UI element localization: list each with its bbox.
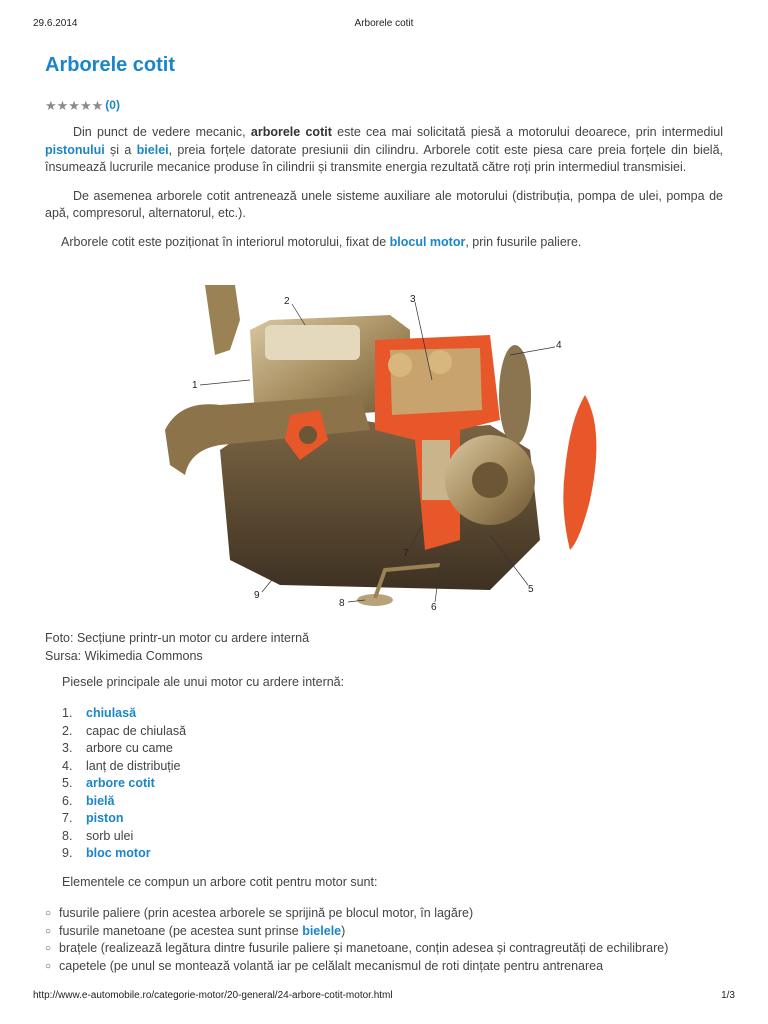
text-span: fusurile manetoane (pe acestea sunt prinse xyxy=(59,923,303,938)
list-item xyxy=(45,940,745,958)
text-span: este cea mai solicitată piesă a motorului deoarece, prin intermediul xyxy=(331,125,724,139)
page-header xyxy=(33,18,735,32)
list-number: 4. xyxy=(62,758,73,773)
figure-label: 2 xyxy=(284,296,290,307)
part-label: arbore cu came xyxy=(86,741,173,755)
rating-count-link[interactable]: (0) xyxy=(105,98,120,113)
list-item xyxy=(62,775,186,793)
figure-label: 5 xyxy=(528,584,534,595)
link-blocul-motor[interactable]: blocul motor xyxy=(389,234,466,249)
figure-label: 7 xyxy=(403,548,409,559)
list-number: 2. xyxy=(62,723,73,738)
paragraph-position xyxy=(45,234,723,252)
list-item xyxy=(62,793,186,811)
link-biela[interactable]: bielă xyxy=(86,793,115,808)
rating-stars-icon[interactable]: ★★★★★ xyxy=(45,98,104,114)
print-title: Arborele cotit xyxy=(354,18,414,29)
list-item xyxy=(62,705,186,723)
text-span: Arborele cotit este poziționat în interiorul motorului, fixat de xyxy=(61,234,390,249)
list-number: 5. xyxy=(62,776,73,790)
engine-section-image xyxy=(160,280,610,615)
list-number: 1. xyxy=(62,706,73,720)
text-span: , prin fusurile paliere. xyxy=(465,234,582,249)
list-item xyxy=(62,758,186,776)
parts-list xyxy=(62,705,186,863)
element-text: brațele (realizează legătura dintre fusurile paliere și manetoane, conțin adesea și contragreutăți de echilibrare) xyxy=(59,941,669,955)
link-chiulasa[interactable]: chiulasă xyxy=(86,706,137,720)
list-item xyxy=(62,740,186,758)
bullet-icon: ○ xyxy=(45,925,52,937)
list-item xyxy=(45,923,745,941)
link-pistonului[interactable]: pistonului xyxy=(45,142,105,157)
link-bielei[interactable]: bielei xyxy=(136,142,169,157)
list-item xyxy=(62,828,186,846)
figure-label: 6 xyxy=(431,602,437,613)
bullet-icon: ○ xyxy=(45,908,52,919)
text-span: ) xyxy=(341,923,346,938)
link-bielele[interactable]: bielele xyxy=(302,923,342,938)
figure-label: 4 xyxy=(556,340,562,351)
list-number: 7. xyxy=(62,811,73,825)
element-text xyxy=(59,923,345,941)
bullet-icon: ○ xyxy=(45,960,52,972)
list-number: 8. xyxy=(62,828,73,843)
page-number: 1/3 xyxy=(721,990,735,1001)
list-item xyxy=(62,845,186,863)
figure-label: 9 xyxy=(254,590,260,601)
elements-intro: Elementele ce compun un arbore cotit pentru motor sunt: xyxy=(62,875,378,889)
elements-list xyxy=(45,905,745,975)
list-item xyxy=(62,810,186,828)
list-item xyxy=(45,905,745,923)
print-date: 29.6.2014 xyxy=(33,18,78,29)
link-bloc-motor[interactable]: bloc motor xyxy=(86,846,151,860)
element-text: capetele (pe unul se montează volantă iar pe celălalt mecanismul de roti dințate pentru antrenarea xyxy=(59,958,604,973)
element-text: fusurile paliere (prin acestea arborele se sprijină pe blocul motor, în lagăre) xyxy=(59,906,474,920)
list-number: 9. xyxy=(62,846,73,860)
article xyxy=(45,52,723,251)
article-title[interactable]: Arborele cotit xyxy=(45,54,176,76)
paragraph-auxiliary: De asemenea arborele cotit antrenează unele sisteme auxiliare ale motorului (distribuția, pompa de ulei, pompa de apă, compresorul, alternatorul, etc.). xyxy=(45,188,723,220)
caption-photo: Foto: Secțiune printr-un motor cu ardere internă xyxy=(45,631,310,645)
figure-label: 3 xyxy=(410,294,416,305)
rating xyxy=(45,96,723,116)
page-footer xyxy=(33,990,735,1004)
part-label: sorb ulei xyxy=(86,828,134,843)
list-item xyxy=(45,958,745,976)
figure-label: 8 xyxy=(339,598,345,609)
list-number: 6. xyxy=(62,793,73,808)
part-label: lanț de distribuție xyxy=(86,758,181,773)
text-span: Din punct de vedere mecanic, xyxy=(73,125,251,139)
bullet-icon: ○ xyxy=(45,943,52,954)
part-label: capac de chiulasă xyxy=(86,723,187,738)
list-number: 3. xyxy=(62,741,73,755)
figure-caption xyxy=(45,629,309,665)
list-item xyxy=(62,723,186,741)
text-span: , preia forțele datorate presiunii din cilindru. Arborele cotit este piesa care preia forțele din bielă, însumează lucrurile mecanice produse în cilindrii și transmite energia rezultată către roți prin intermediul transmisiei. xyxy=(45,142,723,174)
link-piston[interactable]: piston xyxy=(86,811,124,825)
caption-source: Sursa: Wikimedia Commons xyxy=(45,649,203,663)
link-arbore-cotit[interactable]: arbore cotit xyxy=(86,776,155,790)
engine-illustration xyxy=(160,280,610,615)
source-url[interactable]: http://www.e-automobile.ro/categorie-motor/20-general/24-arbore-cotit-motor.html xyxy=(33,990,393,1001)
figure-label: 1 xyxy=(192,380,198,391)
parts-intro: Piesele principale ale unui motor cu ardere internă: xyxy=(62,675,345,689)
paragraph-intro xyxy=(45,124,723,177)
text-span: și a xyxy=(104,142,137,157)
term-arborele-cotit: arborele cotit xyxy=(250,125,332,139)
